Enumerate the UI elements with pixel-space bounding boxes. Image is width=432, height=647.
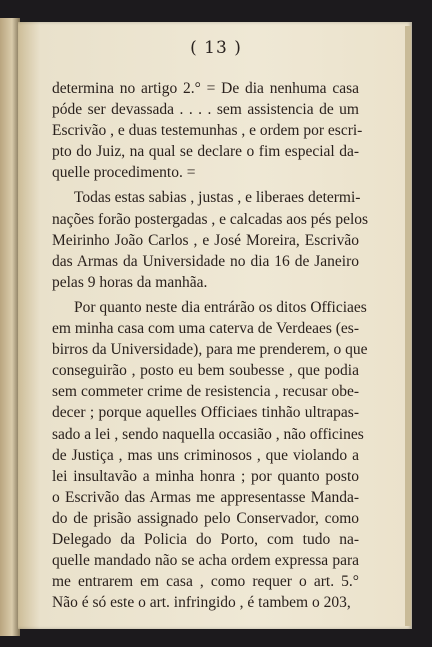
text-line: conseguirão , posto eu bem soubesse , que podia <box>52 362 359 380</box>
text-line: do de prisão assignado pelo Conservador, como <box>52 509 359 527</box>
text-line: póde ser devassada . . . . sem assistencia de um <box>52 101 359 119</box>
page-fore-edge <box>405 26 411 626</box>
text-line: pto do Juiz, na qual se declare o fim especial da- <box>52 143 359 161</box>
text-line: das Armas da Universidade no dia 16 de Janeiro <box>52 252 359 270</box>
text-line: sem commeter crime de resistencia , recusar obe- <box>52 383 359 401</box>
text-line: quelle procedimento. = <box>52 164 196 182</box>
text-line: birros da Universidade), para me prenderem, o que <box>52 341 368 359</box>
text-line: Não é só este o art. infringido , é tambem o 203, <box>52 594 351 612</box>
text-line: sado a lei , sendo naquella occasião , não officines <box>52 425 364 443</box>
text-line: o Escrivão das Armas me appresentasse Manda- <box>52 488 359 506</box>
text-line: pelas 9 horas da manhãa. <box>52 273 208 291</box>
text-line: me entrarem em casa , como requer o art. 5.° <box>52 573 359 591</box>
text-line: Escrivão , e duas testemunhas , e ordem por escri- <box>52 122 363 140</box>
text-line: Todas estas sabias , justas , e liberaes determi- <box>74 189 361 207</box>
left-page-edge <box>0 18 20 636</box>
text-line: em minha casa com uma caterva de Verdeaes (es- <box>52 320 359 338</box>
page-number: ( 13 ) <box>190 38 242 58</box>
text-line: nações forão postergadas , e calcadas aos pés pelos <box>52 210 369 228</box>
text-line: de Justiça , mas uns criminosos , que violando a <box>52 446 359 464</box>
text-line: Meirinho João Carlos , e José Moreira, Escrivão <box>52 231 359 249</box>
text-line: lei insultavão a minha honra ; por quanto posto <box>52 467 359 485</box>
text-line: Delegado da Policia do Porto, com tudo na- <box>52 530 359 548</box>
page-body-text <box>52 78 369 613</box>
text-line: quelle mandado não se acha ordem expressa para <box>52 552 359 570</box>
text-line: decer ; porque aquelles Officiaes tinhão ultrapas- <box>52 404 359 422</box>
text-line: Por quanto neste dia entrárão os ditos Officiaes <box>74 298 367 316</box>
text-line: determina no artigo 2.° = De dia nenhuma casa <box>52 80 359 97</box>
